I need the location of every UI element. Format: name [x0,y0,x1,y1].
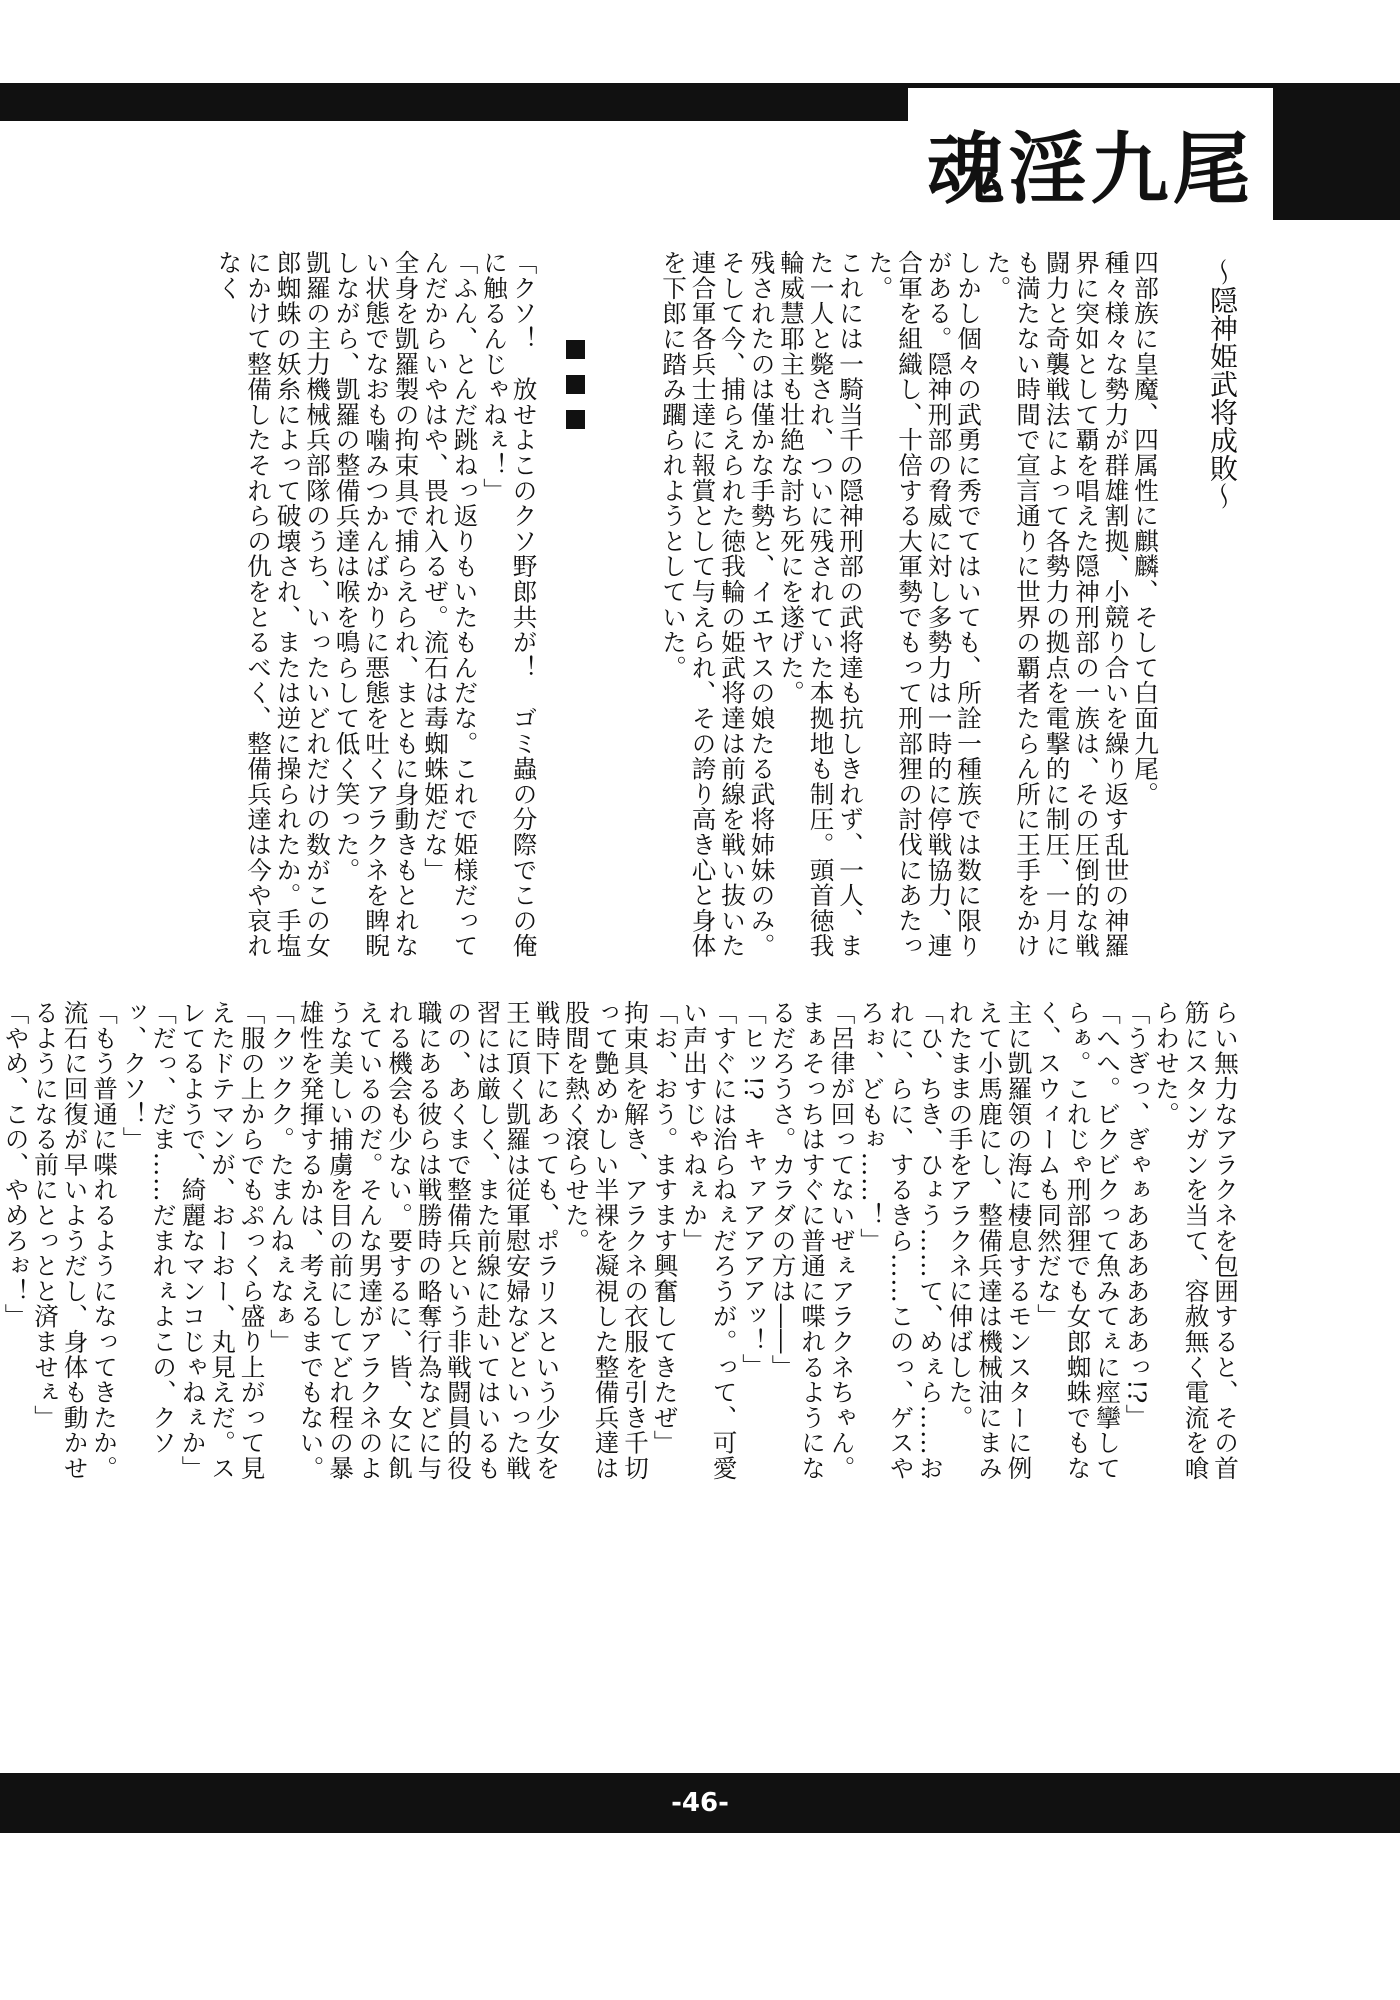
title-side-bar [1273,83,1400,220]
story-subtitle: 〜隠神姫武将成敗〜 [1206,258,1239,510]
paragraph: 「ひ、ちき、ひょう……て、めぇら……おれに、らに、するきら……このっ、ゲスやろぉ、どもぉ……！」 [857,1000,945,1481]
paragraph: 「服の上からでもぷっくら盛り上がって見えたドテマンが、おーおー、丸見えだ。スレてるようで、綺麗なマンコじゃねぇか」 [178,1000,267,1481]
paragraph: これには一騎当千の隠神刑部の武将達も抗しきれず、一人、また一人と斃され、ついに残されていた本拠地も制圧。頭首徳我輪威慧耶主も壮絶な討ち死にを遂げた。 [777,250,865,959]
paragraph [0,1000,1,1500]
section-mark-square [566,410,585,429]
paragraph: 全身を凱羅製の拘束具で捕らえられ、まともに身動きもとれない状態でなおも噛みつかんばかりに悪態を吐くアラクネを睥睨しながら、凱羅の整備兵達は喉を鳴らして低く笑った。 [332,250,421,959]
paragraph: 凱羅の主力機械兵部隊のうち、いったいどれだけの数がこの女郎蜘蛛の妖糸によって破壊され、または逆に操られたか。手塩にかけて整備したそれらの仇をとるべく、整備兵達は今や哀れなく [214,250,332,959]
paragraph: らい無力なアラクネを包囲すると、その首筋にスタンガンを当て、容赦無く電流を喰らわせた。 [1152,1000,1240,1481]
paragraph: 「もう普通に喋れるようになってきたか。流石に回復が早いようだし、身体も動かせるようになる前にとっとと済ませぇ」 [31,1000,119,1481]
paragraph: 「呂律が回ってないぜぇアラクネちゃん。まぁそっちはすぐに普通に喋れるようになるだろうさ。カラダの方は――」 [768,1000,857,1481]
footer-bar [0,1773,1400,1833]
paragraph: 四部族に皇魔、四属性に麒麟、そして白面九尾。 [1131,250,1160,807]
paragraph: 残されたのは僅かな手勢と、イエヤスの娘たる武将姉妹のみ。 [747,250,777,959]
paragraph: そして今、捕らえられた徳我輪の姫武将達は前線を戦い抜いた連合軍各兵士達に報賞として与えられ、その誇り高き心と身体を下郎に踏み躙られようとしていた。 [659,250,747,959]
text-column-lower [1,1000,1240,1500]
paragraph: 主に凱羅領の海に棲息するモンスターに例えて小馬鹿にし、整備兵達は機械油にまみれたままの手をアラクネに伸ばした。 [945,1000,1034,1481]
paragraph: 「ふん、とんだ跳ねっ返りもいたもんだな。これで姫様だってんだからいやはや、畏れ入るぜ。流石は毒蜘蛛姫だな」 [421,250,480,959]
paragraph: 「やめ、この、やめろぉ！」 [1,1000,31,1329]
section-break-marks [555,340,595,429]
text-column-upper [210,250,1160,970]
story-title: 魂淫九尾 [908,88,1273,238]
section-mark-square [566,375,585,394]
paragraph: 「すぐには治らねぇだろうが。って、可愛い声出すじゃねぇか」 [680,1000,739,1481]
paragraph: 拘束具を解き、アラクネの衣服を引き千切って艶めかしい半裸を凝視した整備兵達は股間を熱く滾らせた。 [562,1000,650,1481]
paragraph: しかし個々の武勇に秀でてはいても、所詮一種族では数に限りがある。隠神刑部の脅威に対し多勢力は一時的に停戦協力、連合軍を組織し、十倍する大軍勢でもって刑部狸の討伐にあたった。 [865,250,983,959]
paragraph: 「クソ！ 放せよこのクソ野郎共が！ ゴミ蟲の分際でこの俺に触るんじゃねぇ！」 [480,250,539,959]
paragraph: 「クックク。たまんねぇなぁ」 [267,1000,296,1355]
page-number: -46- [671,1788,729,1818]
section-mark-square [566,340,585,359]
paragraph: 「うぎっ、ぎゃぁああああああっ!?」 [1122,1000,1152,1430]
paragraph: 種々様々な勢力が群雄割拠、小競り合いを繰り返す乱世の神羅界に突如として覇を唱えた隠神刑部の一族は、その圧倒的な戦闘力と奇襲戦法によって各勢力の拠点を電撃的に制圧、一月にも満たない時間で宣言通りに世界の覇者たらん所に王手をかけた。 [983,250,1131,959]
paragraph: 「だっ、だま……だまれぇよこの、クソッ、クソ！」 [119,1000,178,1456]
paragraph: 戦時下にあっても、ポラリスという少女を王に頂く凱羅は従軍慰安婦などといった戦習には厳しく、また前線に赴いてはいるものの、あくまで整備兵という非戦闘員的役職にある彼らは戦勝時の略奪行為などに与れる機会も少ない。要するに、皆、女に飢えているのだ。そんな男達がアラクネのような美しい捕虜を目の前にしてどれ程の暴雄性を発揮するかは、考えるまでもない。 [296,1000,562,1481]
paragraph: 「へへ。ビクビクって魚みてぇに痙攣してらぁ。これじゃ刑部狸でも女郎蜘蛛でもなく、スウィームも同然だな」 [1034,1000,1122,1481]
paragraph: 「ヒッ!? キャァアアアアッ！」 [739,1000,768,1379]
paragraph: 「お、おう。ますます興奮してきたぜ」 [650,1000,680,1456]
